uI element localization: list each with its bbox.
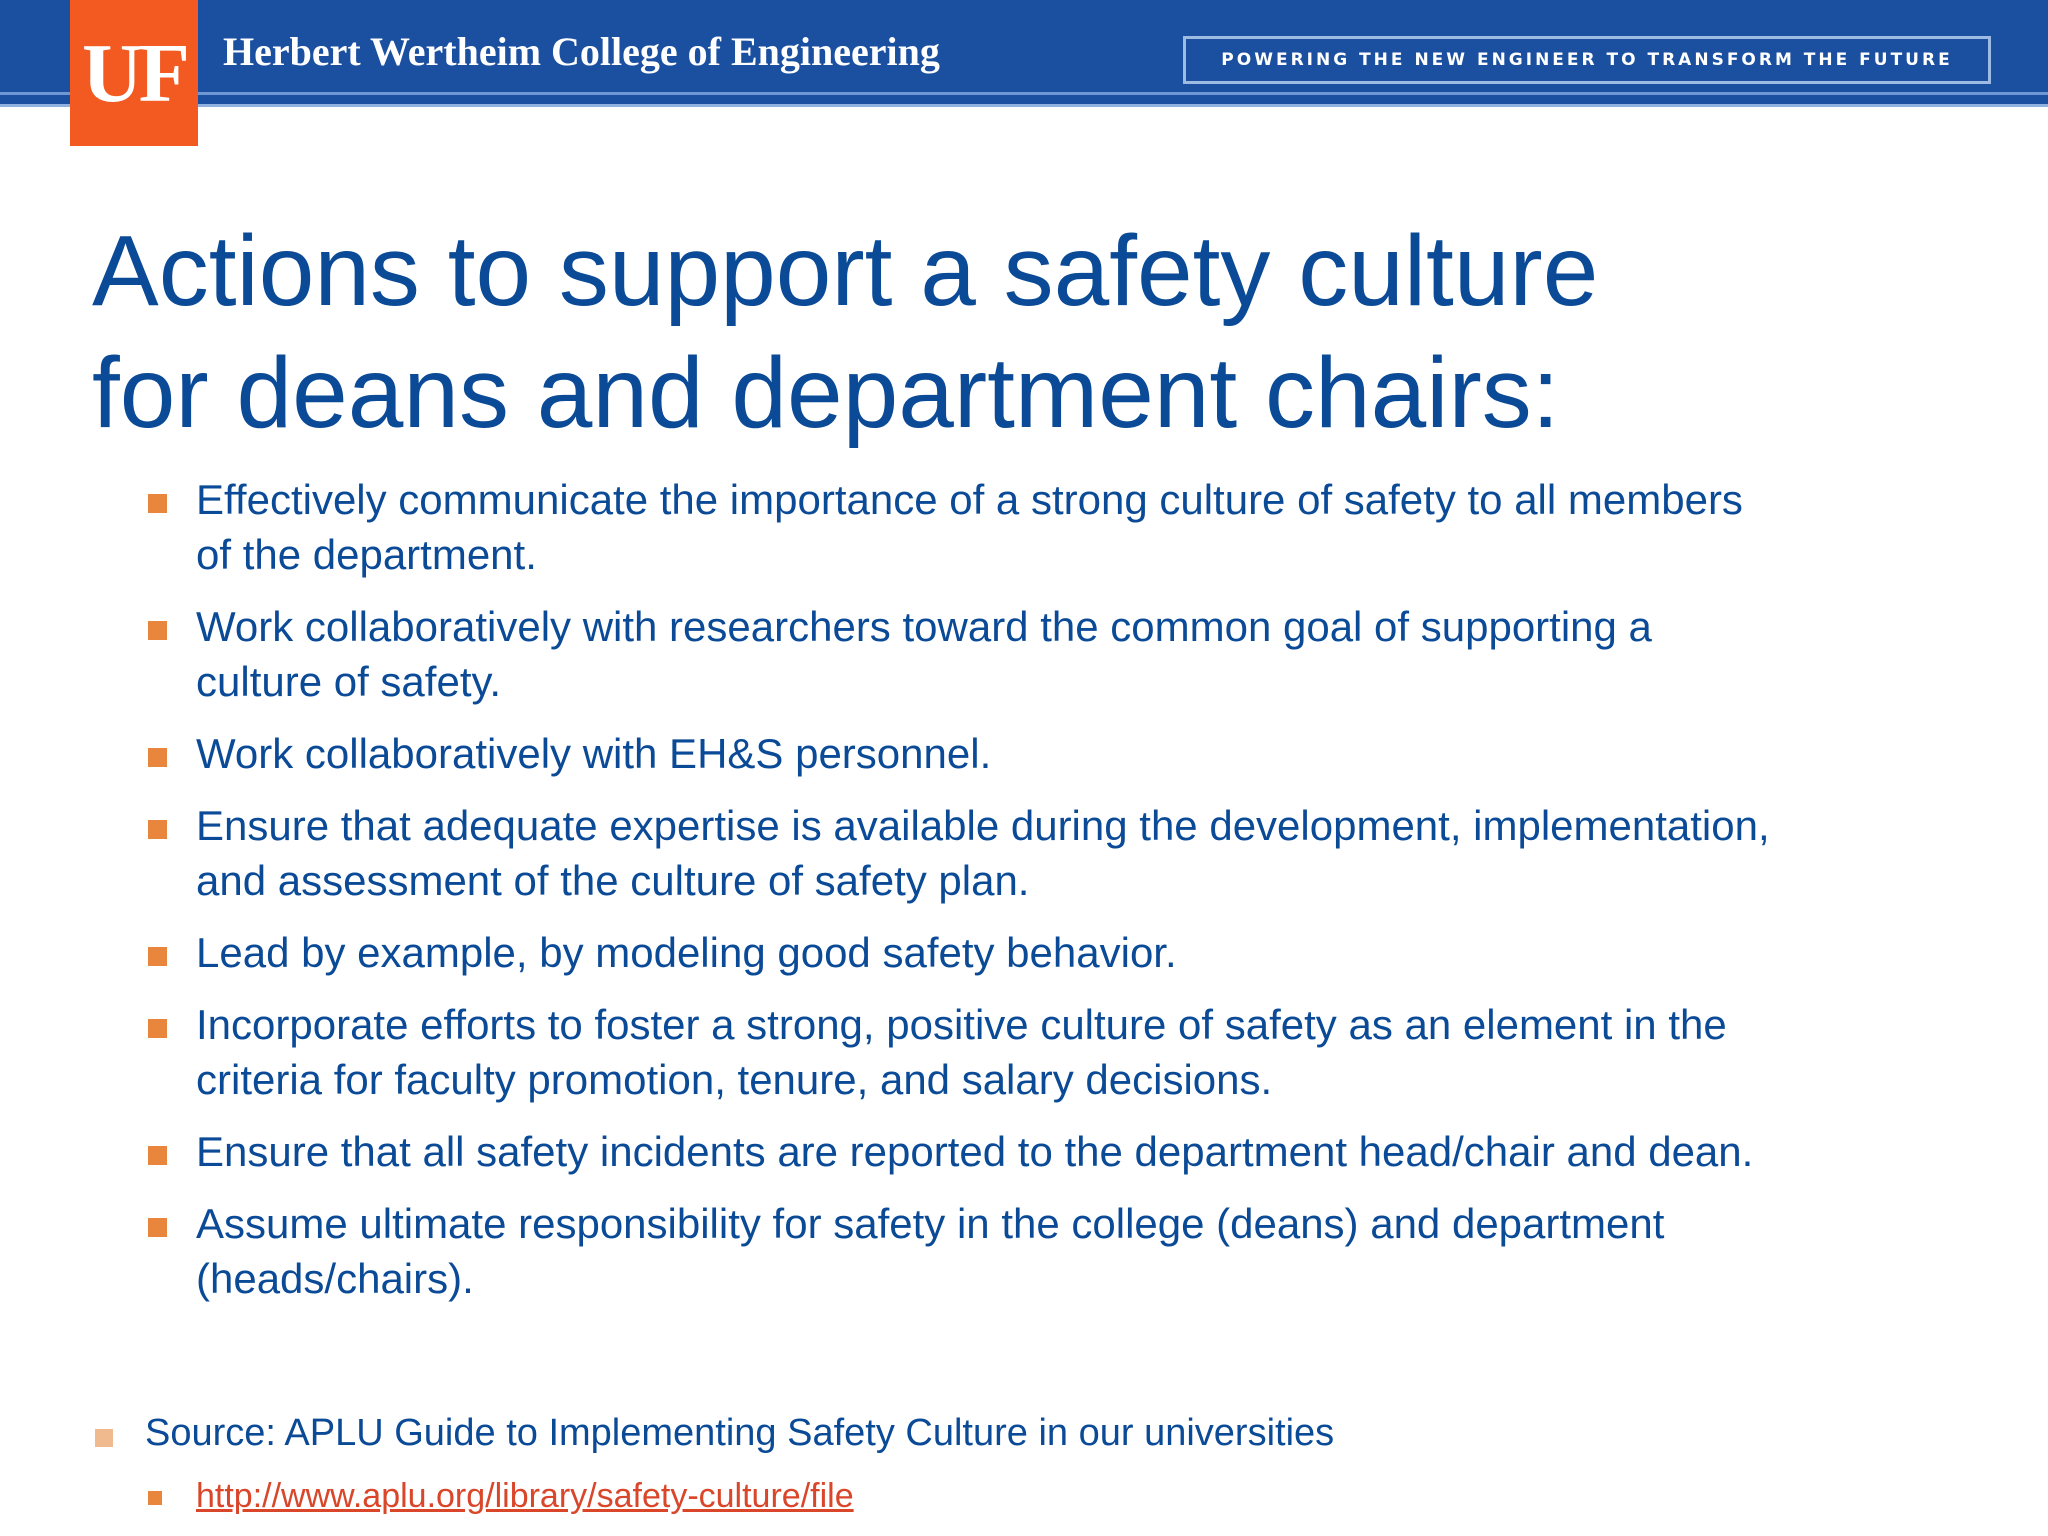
list-item-text: Work collaboratively with EH&S personnel. bbox=[196, 730, 992, 777]
list-item bbox=[146, 1196, 1786, 1306]
list-item-text: Ensure that all safety incidents are reported to the department head/chair and dean. bbox=[196, 1128, 1754, 1175]
source-citation bbox=[95, 1408, 1334, 1458]
list-item bbox=[146, 599, 1786, 709]
list-item bbox=[146, 798, 1786, 908]
bullet-square-icon bbox=[148, 748, 167, 767]
list-item-text: Ensure that adequate expertise is available during the development, implementation, and assessment of the culture of safety plan. bbox=[196, 802, 1770, 904]
list-item bbox=[146, 472, 1786, 582]
bullet-square-icon bbox=[95, 1429, 113, 1447]
bullet-square-icon bbox=[148, 1491, 162, 1505]
slide-title bbox=[92, 210, 1992, 454]
college-name: Herbert Wertheim College of Engineering bbox=[223, 29, 940, 74]
bullet-square-icon bbox=[148, 820, 167, 839]
source-text: Source: APLU Guide to Implementing Safety Culture in our universities bbox=[145, 1412, 1335, 1454]
list-item bbox=[146, 726, 1786, 781]
bullet-square-icon bbox=[148, 621, 167, 640]
list-item-text: Work collaboratively with researchers toward the common goal of supporting a culture of safety. bbox=[196, 603, 1652, 705]
bullet-square-icon bbox=[148, 947, 167, 966]
list-item bbox=[146, 1124, 1786, 1179]
list-item-text: Effectively communicate the importance of a strong culture of safety to all members of the department. bbox=[196, 476, 1743, 578]
title-line-1: Actions to support a safety culture bbox=[92, 215, 1599, 327]
header-banner bbox=[0, 0, 2048, 107]
bullet-square-icon bbox=[148, 494, 167, 513]
list-item-text: Lead by example, by modeling good safety behavior. bbox=[196, 929, 1177, 976]
list-item bbox=[146, 925, 1786, 980]
header-divider bbox=[0, 92, 2048, 95]
bullet-square-icon bbox=[148, 1218, 167, 1237]
list-item-text: Assume ultimate responsibility for safety in the college (deans) and department (heads/chairs). bbox=[196, 1200, 1665, 1302]
source-link[interactable]: http://www.aplu.org/library/safety-culture/file bbox=[196, 1477, 854, 1515]
bullet-square-icon bbox=[148, 1146, 167, 1165]
title-line-2: for deans and department chairs: bbox=[92, 337, 1560, 449]
list-item-text: Incorporate efforts to foster a strong, positive culture of safety as an element in the criteria for faculty promotion, tenure, and salary decisions. bbox=[196, 1001, 1727, 1103]
bullet-square-icon bbox=[148, 1019, 167, 1038]
uf-logo: UF bbox=[70, 0, 198, 146]
action-list bbox=[146, 472, 1786, 1323]
list-item bbox=[146, 997, 1786, 1107]
tagline: POWERING THE NEW ENGINEER TO TRANSFORM THE FUTURE bbox=[1183, 36, 1991, 84]
source-link-row bbox=[146, 1474, 854, 1518]
